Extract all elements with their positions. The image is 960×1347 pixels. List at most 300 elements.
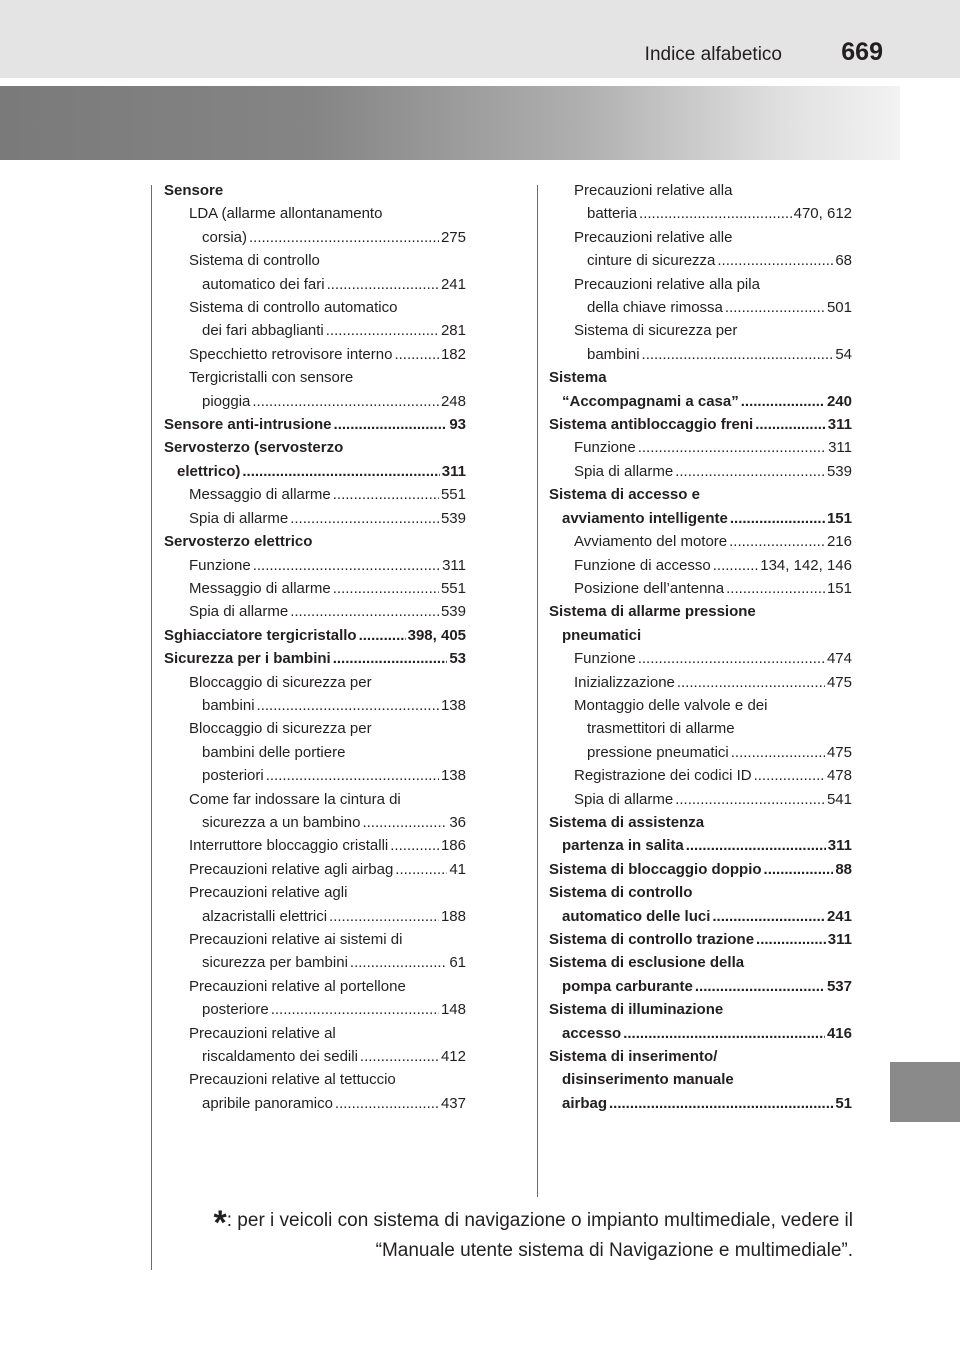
index-entry-text: pressione pneumatici [587, 743, 729, 761]
index-entry-text: automatico delle luci [562, 907, 711, 925]
index-entry-text: della chiave rimossa [587, 299, 723, 317]
index-entry-line [549, 1045, 852, 1068]
index-entry-text: Precauzioni relative alle [574, 228, 733, 246]
index-page-ref: 151 [826, 579, 852, 597]
index-entry-line [574, 694, 852, 717]
index-main-entry [164, 647, 466, 670]
index-page-ref: 475 [826, 743, 852, 761]
index-entry-text: Interruttore bloccaggio cristalli [189, 837, 389, 855]
index-main-entry [549, 600, 852, 647]
index-entry-line [574, 530, 852, 553]
index-entry-text: Sistema di controllo trazione [549, 931, 755, 948]
index-entry-line [549, 905, 852, 928]
dot-leader [675, 788, 825, 811]
index-entry-line [574, 717, 852, 740]
index-page-ref: 88 [835, 860, 852, 878]
index-sub-entry [164, 788, 466, 835]
index-entry-text: Montaggio delle valvole e dei [574, 696, 768, 714]
index-page-ref: 281 [440, 322, 466, 340]
index-main-entry [549, 366, 852, 413]
dot-leader [390, 834, 439, 857]
index-entry-line [189, 483, 466, 506]
index-main-entry [164, 624, 466, 647]
index-entry-line [189, 600, 466, 623]
index-entry-text: Funzione [574, 650, 636, 668]
index-entry-text: Funzione di accesso [574, 556, 711, 574]
index-entry-text: accesso [562, 1024, 622, 1042]
index-sub-entry [164, 717, 466, 787]
index-page-ref: 41 [449, 860, 466, 878]
index-entry-line [549, 1068, 852, 1091]
index-entry-text: Avviamento del motore [574, 533, 728, 551]
index-page-ref: 311 [827, 416, 852, 434]
footnote-line-1 [151, 1206, 853, 1240]
index-entry-line [189, 881, 466, 904]
index-entry-line [549, 811, 852, 834]
index-entry-text: corsia) [202, 228, 248, 246]
index-page-ref: 551 [440, 579, 466, 597]
dot-leader [359, 624, 406, 647]
index-entry-line [189, 226, 466, 249]
index-page-ref: 311 [442, 556, 466, 574]
index-entry-text: Sistema antibloccaggio freni [549, 416, 754, 434]
index-sub-entry [549, 764, 852, 787]
index-entry-text: bambini [587, 345, 640, 363]
index-entry-text: Servosterzo (servosterzo [164, 439, 344, 457]
index-entry-line [189, 390, 466, 413]
dot-leader [638, 647, 825, 670]
dot-leader [334, 413, 448, 436]
index-sub-entry [164, 202, 466, 249]
index-entry-text: alzacristalli elettrici [202, 907, 328, 925]
index-page-ref: 134, 142, 146 [760, 556, 852, 574]
index-entry-text: Spia di allarme [189, 509, 289, 527]
index-entry-text: sicurezza per bambini [202, 954, 348, 972]
index-entry-text: Sistema di allarme pressione [549, 603, 756, 621]
index-sub-entry [164, 928, 466, 975]
index-entry-line [574, 460, 852, 483]
index-entry-text: bambini [202, 696, 255, 714]
index-entry-text: Funzione [189, 556, 251, 574]
dot-leader [764, 858, 834, 881]
index-entry-text: batteria [587, 205, 638, 223]
dot-leader [677, 671, 825, 694]
column-divider [537, 185, 538, 1197]
index-entry-line [189, 905, 466, 928]
index-page-ref: 311 [827, 931, 852, 948]
index-entry-text: Sensore [164, 182, 224, 199]
index-entry-line [189, 577, 466, 600]
index-entry-line [574, 296, 852, 319]
index-entry-text: Come far indossare la cintura di [189, 790, 401, 808]
index-page-ref: 474 [826, 650, 852, 668]
index-entry-line [189, 1045, 466, 1068]
index-entry-text: cinture di sicurezza [587, 252, 716, 270]
index-main-entry [164, 179, 466, 202]
index-entry-text: Precauzioni relative ai sistemi di [189, 931, 403, 948]
index-page-ref: 240 [826, 392, 852, 410]
index-main-entry [549, 881, 852, 928]
index-main-entry [164, 530, 466, 553]
index-page-ref: 412 [440, 1048, 466, 1066]
index-entry-line [189, 764, 466, 787]
dot-leader [271, 998, 439, 1021]
index-sub-entry [164, 834, 466, 857]
index-entry-text: Servosterzo elettrico [164, 533, 313, 551]
index-entry-line [549, 951, 852, 974]
index-entry-text: posteriori [202, 767, 264, 785]
index-entry-line [189, 249, 466, 272]
index-entry-line [164, 624, 466, 647]
index-sub-entry [549, 694, 852, 764]
header-band [0, 0, 960, 78]
index-page-ref: 470, 612 [793, 205, 852, 223]
index-entry-text: posteriore [202, 1001, 269, 1019]
dot-leader [326, 319, 439, 342]
index-entry-text: Sistema di illuminazione [549, 1001, 724, 1019]
page-number: 669 [841, 38, 883, 66]
index-sub-entry [164, 554, 466, 577]
index-main-entry [549, 928, 852, 951]
index-entry-line [189, 202, 466, 225]
index-entry-line [189, 671, 466, 694]
index-entry-line [574, 554, 852, 577]
index-sub-entry [549, 554, 852, 577]
footnote-asterisk: * [213, 1204, 227, 1242]
index-entry-text: Precauzioni relative alla pila [574, 275, 760, 293]
index-entry-text: Inizializzazione [574, 673, 675, 691]
index-entry-line [549, 413, 852, 436]
index-entry-text: avviamento intelligente [562, 509, 728, 527]
index-main-entry [164, 413, 466, 436]
index-main-entry [549, 858, 852, 881]
index-entry-line [549, 858, 852, 881]
index-page-ref: 61 [449, 954, 466, 972]
index-entry-text: Sistema di controllo automatico [189, 299, 398, 317]
dot-leader [717, 249, 833, 272]
index-entry-text: Sistema [549, 369, 607, 387]
index-entry-line [574, 249, 852, 272]
dot-leader [754, 764, 825, 787]
index-sub-entry [549, 273, 852, 320]
index-entry-line [189, 366, 466, 389]
index-entry-text: Sensore anti-intrusione [164, 416, 332, 434]
index-page-ref: 539 [440, 509, 466, 527]
index-page-ref: 541 [826, 790, 852, 808]
index-entry-line [574, 179, 852, 202]
index-page-ref: 216 [826, 533, 852, 551]
dot-leader [755, 413, 826, 436]
dot-leader [249, 226, 439, 249]
index-page-ref: 551 [440, 486, 466, 504]
index-entry-line [164, 179, 466, 202]
dot-leader [333, 483, 439, 506]
index-sub-entry [549, 577, 852, 600]
index-page-ref: 398, 405 [407, 626, 466, 644]
index-entry-text: riscaldamento dei sedili [202, 1048, 358, 1066]
index-entry-line [574, 741, 852, 764]
header-gradient-bar [0, 86, 900, 160]
index-entry-line [549, 975, 852, 998]
index-sub-entry [549, 460, 852, 483]
index-entry-line [549, 834, 852, 857]
index-page-ref: 537 [826, 977, 852, 995]
index-entry-line [164, 530, 466, 553]
section-title: Indice alfabetico [644, 44, 782, 65]
index-page-ref: 475 [826, 673, 852, 691]
dot-leader [609, 1092, 833, 1115]
dot-leader [257, 694, 439, 717]
index-sub-entry [164, 249, 466, 296]
index-entry-line [164, 647, 466, 670]
dot-leader [741, 390, 825, 413]
index-entry-line [189, 975, 466, 998]
index-entry-line [574, 788, 852, 811]
index-page-ref: 54 [835, 345, 852, 363]
index-entry-line [189, 951, 466, 974]
index-page-ref: 241 [440, 275, 466, 293]
index-entry-line [549, 390, 852, 413]
dot-leader [266, 764, 439, 787]
index-entry-line [574, 319, 852, 342]
index-page-ref: 416 [826, 1024, 852, 1042]
index-entry-line [574, 436, 852, 459]
index-entry-line [164, 460, 466, 483]
index-column-right [549, 179, 852, 1115]
index-page-ref: 68 [835, 252, 852, 270]
index-entry-text: Spia di allarme [574, 790, 674, 808]
dot-leader [327, 273, 439, 296]
index-main-entry [549, 998, 852, 1045]
index-sub-entry [164, 881, 466, 928]
index-entry-text: Funzione [574, 439, 636, 457]
index-entry-line [164, 436, 466, 459]
dot-leader [638, 436, 826, 459]
index-page-ref: 241 [826, 907, 852, 925]
index-page-ref: 51 [835, 1094, 852, 1112]
index-entry-text: dei fari abbaglianti [202, 322, 324, 340]
index-page-ref: 311 [827, 837, 852, 855]
index-page-ref: 539 [826, 462, 852, 480]
index-entry-text: bambini delle portiere [202, 743, 346, 761]
index-page-ref: 478 [826, 767, 852, 785]
dot-leader [639, 202, 792, 225]
index-sub-entry [549, 436, 852, 459]
index-sub-entry [164, 1022, 466, 1069]
index-entry-line [189, 319, 466, 342]
index-entry-line [189, 717, 466, 740]
index-entry-text: apribile panoramico [202, 1094, 333, 1112]
index-sub-entry [549, 671, 852, 694]
index-entry-text: Sistema di sicurezza per [574, 322, 738, 340]
index-entry-line [164, 413, 466, 436]
index-entry-text: sicurezza a un bambino [202, 813, 361, 831]
index-entry-line [189, 507, 466, 530]
dot-leader [290, 507, 439, 530]
index-entry-text: Sicurezza per i bambini [164, 650, 331, 668]
index-entry-line [189, 788, 466, 811]
index-entry-text: Tergicristalli con sensore [189, 369, 354, 387]
index-entry-line [549, 483, 852, 506]
index-entry-text: Sistema di bloccaggio doppio [549, 860, 762, 878]
index-entry-line [189, 343, 466, 366]
index-entry-text: Bloccaggio di sicurezza per [189, 673, 372, 691]
index-entry-text: airbag [562, 1094, 608, 1112]
index-entry-line [189, 1068, 466, 1091]
dot-leader [729, 530, 825, 553]
index-entry-text: Bloccaggio di sicurezza per [189, 720, 372, 738]
dot-leader [695, 975, 825, 998]
dot-leader [713, 554, 758, 577]
index-entry-text: pneumatici [562, 626, 642, 644]
index-entry-line [549, 624, 852, 647]
index-page-ref: 182 [440, 345, 466, 363]
index-entry-text: trasmettitori di allarme [587, 720, 735, 738]
index-entry-text: Posizione dell’antenna [574, 579, 725, 597]
index-sub-entry [549, 226, 852, 273]
index-sub-entry [164, 858, 466, 881]
index-entry-text: Sistema di inserimento/ [549, 1048, 718, 1066]
footnote-text-1: : per i veicoli con sistema di navigazione o impianto multimediale, vedere il [226, 1210, 853, 1231]
index-sub-entry [549, 530, 852, 553]
index-entry-text: Sghiacciatore tergicristallo [164, 626, 357, 644]
index-sub-entry [549, 319, 852, 366]
thumb-index-tab [890, 1062, 960, 1122]
index-entry-text: Sistema di accesso e [549, 486, 700, 504]
index-entry-text: Sistema di esclusione della [549, 954, 745, 972]
index-page-ref: 501 [826, 299, 852, 317]
dot-leader [725, 296, 825, 319]
index-entry-line [189, 858, 466, 881]
index-sub-entry [164, 366, 466, 413]
index-entry-text: partenza in salita [562, 837, 684, 855]
index-sub-entry [164, 577, 466, 600]
index-sub-entry [164, 296, 466, 343]
dot-leader [623, 1022, 825, 1045]
index-page-ref: 138 [440, 767, 466, 785]
index-entry-text: pompa carburante [562, 977, 693, 995]
index-entry-line [574, 647, 852, 670]
index-entry-text: Sistema di controllo [549, 884, 693, 902]
index-entry-text: Spia di allarme [189, 603, 289, 621]
index-sub-entry [164, 343, 466, 366]
index-entry-text: LDA (allarme allontanamento [189, 205, 383, 223]
index-entry-text: Precauzioni relative agli airbag [189, 860, 394, 878]
index-entry-line [574, 273, 852, 296]
footnote-line-2: “Manuale utente sistema di Navigazione e multimediale”. [375, 1240, 853, 1261]
index-main-entry [549, 413, 852, 436]
dot-leader [253, 554, 440, 577]
index-entry-text: Precauzioni relative al tettuccio [189, 1071, 396, 1089]
dot-leader [712, 905, 825, 928]
index-entry-text: Messaggio di allarme [189, 486, 331, 504]
index-sub-entry [549, 788, 852, 811]
index-entry-text: Precauzioni relative alla [574, 182, 733, 199]
index-entry-text: automatico dei fari [202, 275, 325, 293]
dot-leader [333, 577, 439, 600]
index-page-ref: 36 [449, 813, 466, 831]
index-page-ref: 437 [440, 1094, 466, 1112]
index-sub-entry [164, 483, 466, 506]
index-entry-line [549, 998, 852, 1021]
dot-leader [329, 905, 439, 928]
index-entry-text: Sistema di assistenza [549, 813, 705, 831]
index-entry-text: Registrazione dei codici ID [574, 767, 752, 785]
index-page-ref: 53 [449, 650, 466, 668]
index-entry-line [189, 296, 466, 319]
index-entry-text: elettrico) [177, 462, 241, 480]
index-sub-entry [164, 671, 466, 718]
index-entry-line [574, 577, 852, 600]
dot-leader [642, 343, 834, 366]
index-entry-text: Spia di allarme [574, 462, 674, 480]
index-entry-line [189, 1022, 466, 1045]
dot-leader [350, 951, 447, 974]
index-page-ref: 539 [440, 603, 466, 621]
index-entry-line [549, 1022, 852, 1045]
index-entry-text: pioggia [202, 392, 251, 410]
index-page-ref: 275 [440, 228, 466, 246]
index-entry-line [549, 1092, 852, 1115]
dot-leader [290, 600, 439, 623]
index-page-ref: 188 [440, 907, 466, 925]
index-column-left [164, 179, 466, 1115]
index-entry-text: “Accompagnami a casa” [562, 392, 739, 410]
dot-leader [360, 1045, 439, 1068]
index-entry-text: Precauzioni relative al [189, 1024, 336, 1042]
index-main-entry [164, 436, 466, 483]
index-page-ref: 186 [440, 837, 466, 855]
index-main-entry [549, 951, 852, 998]
index-page-ref: 248 [440, 392, 466, 410]
index-entry-line [189, 694, 466, 717]
dot-leader [242, 460, 439, 483]
index-entry-line [574, 671, 852, 694]
index-sub-entry [164, 600, 466, 623]
index-entry-line [574, 202, 852, 225]
index-entry-line [189, 811, 466, 834]
dot-leader [726, 577, 825, 600]
index-page-ref: 138 [440, 696, 466, 714]
index-page-ref: 93 [449, 416, 466, 434]
index-entry-line [189, 741, 466, 764]
dot-leader [730, 507, 825, 530]
index-entry-line [549, 507, 852, 530]
index-entry-line [574, 764, 852, 787]
index-entry-text: Specchietto retrovisore interno [189, 345, 393, 363]
index-entry-line [549, 928, 852, 951]
index-entry-line [189, 834, 466, 857]
index-page-ref: 148 [440, 1001, 466, 1019]
index-main-entry [549, 811, 852, 858]
index-entry-line [549, 366, 852, 389]
dot-leader [756, 928, 826, 951]
index-main-entry [549, 483, 852, 530]
index-sub-entry [164, 975, 466, 1022]
index-entry-text: Precauzioni relative agli [189, 884, 348, 902]
index-entry-line [549, 600, 852, 623]
dot-leader [675, 460, 825, 483]
index-entry-line [189, 928, 466, 951]
index-page-ref: 311 [828, 439, 852, 457]
index-entry-text: Precauzioni relative al portellone [189, 977, 406, 995]
index-page-ref: 311 [441, 462, 466, 480]
index-entry-line [189, 273, 466, 296]
dot-leader [333, 647, 448, 670]
dot-leader [686, 834, 826, 857]
index-main-entry [549, 1045, 852, 1115]
dot-leader [252, 390, 439, 413]
